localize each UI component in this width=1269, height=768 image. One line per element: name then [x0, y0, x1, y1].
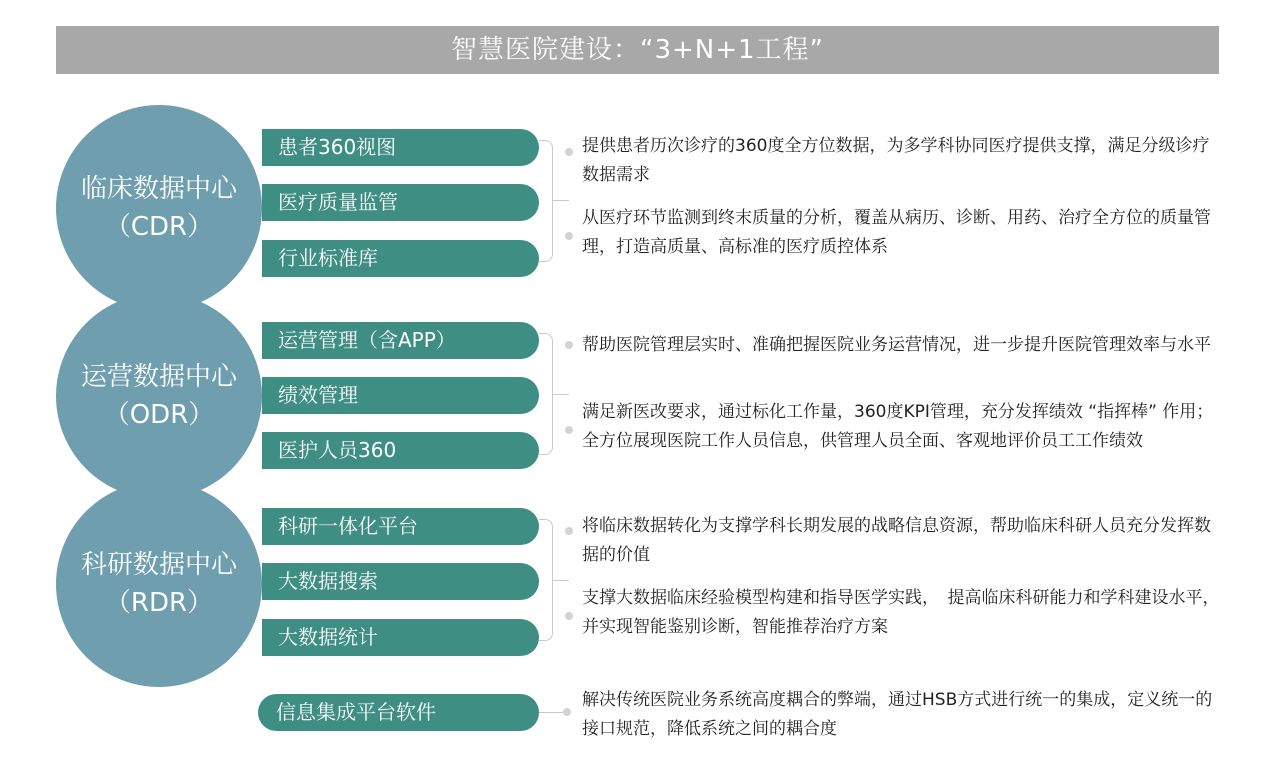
circle-title: 临床数据中心	[80, 174, 237, 204]
bullet-dot	[565, 426, 573, 434]
description-cdr-2: 从医疗环节监测到终末质量的分析，覆盖从病历、诊断、用药、治疗全方位的质量管理，打造高质量、高标准的医疗质控体系	[582, 208, 1211, 257]
connector-line-integration	[539, 712, 565, 713]
description-odr-1: 帮助医院管理层实时、准确把握医院业务运营情况，进一步提升医院管理效率与水平	[582, 335, 1211, 355]
page-title: 智慧医院建设：“3+N+1工程”	[56, 26, 1219, 74]
connector-line-rdr	[553, 580, 569, 581]
circle-abbr: （RDR）	[104, 588, 214, 618]
bullet-dot	[563, 708, 571, 716]
connector-line-odr	[553, 394, 569, 395]
circle-title: 科研数据中心	[80, 550, 237, 580]
connector-line-cdr	[553, 200, 569, 201]
circle-title: 运营数据中心	[80, 362, 237, 392]
bullet-dot	[565, 232, 573, 240]
bullet-dot	[565, 527, 573, 535]
item-research-integration-platform: 科研一体化平台	[262, 508, 539, 545]
circle-abbr: （CDR）	[104, 212, 214, 242]
bullet-dot	[565, 148, 573, 156]
description-odr-2: 满足新医改要求，通过标化工作量，360度KPI管理，充分发挥绩效 “指挥棒” 作用；全方位展现医院工作人员信息，供管理人员全面、客观地评价员工工作绩效	[582, 402, 1214, 451]
item-medical-quality-supervision: 医疗质量监管	[262, 184, 539, 221]
bullet-dot	[565, 612, 573, 620]
item-operations-management: 运营管理（含APP）	[262, 322, 539, 359]
item-big-data-statistics: 大数据统计	[262, 619, 539, 656]
description-integration: 解决传统医院业务系统高度耦合的弊端，通过HSB方式进行统一的集成，定义统一的接口规范，降低系统之间的耦合度	[582, 690, 1213, 739]
connector-bracket-cdr	[539, 140, 553, 262]
circle-clinical-data-center	[56, 105, 262, 311]
bullet-dot	[565, 341, 573, 349]
connector-bracket-rdr	[539, 519, 553, 641]
item-medical-staff-360: 医护人员360	[262, 432, 539, 469]
item-big-data-search: 大数据搜索	[262, 563, 539, 600]
item-industry-standard-library: 行业标准库	[262, 240, 539, 277]
circle-abbr: （ODR）	[103, 400, 215, 430]
description-rdr-2: 支撑大数据临床经验模型构建和指导医学实践， 提高临床科研能力和学科建设水平，并实现智能鉴别诊断，智能推荐治疗方案	[582, 588, 1220, 637]
connector-bracket-odr	[539, 333, 553, 455]
circle-operations-data-center	[56, 293, 262, 499]
item-patient-360-view: 患者360视图	[262, 129, 539, 166]
item-information-integration-platform: 信息集成平台软件	[258, 694, 539, 731]
circle-research-data-center	[56, 481, 262, 687]
item-performance-management: 绩效管理	[262, 377, 539, 414]
description-cdr-1: 提供患者历次诊疗的360度全方位数据，为多学科协同医疗提供支撑，满足分级诊疗数据需求	[582, 136, 1210, 185]
description-rdr-1: 将临床数据转化为支撑学科长期发展的战略信息资源，帮助临床科研人员充分发挥数据的价值	[582, 516, 1211, 565]
